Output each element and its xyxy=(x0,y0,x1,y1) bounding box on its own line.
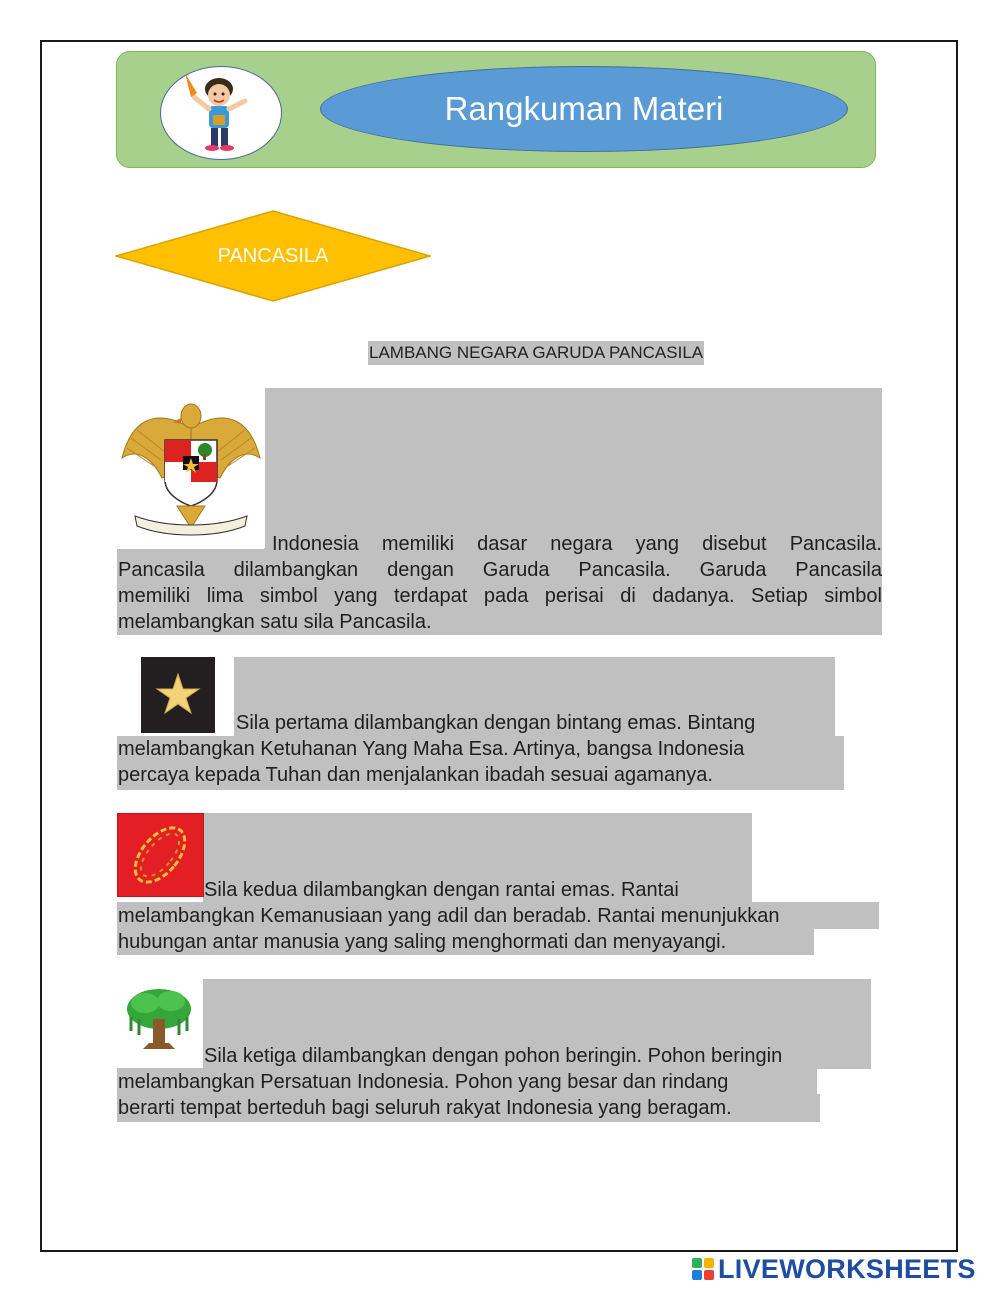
mascot-illustration xyxy=(160,66,282,160)
sila2-line-3: hubungan antar manusia yang saling menghormati dan menyayangi. xyxy=(118,931,727,953)
sila2-line-2: melambangkan Kemanusiaan yang adil dan beradab. Rantai menunjukkan xyxy=(118,905,780,927)
sila1-line-2: melambangkan Ketuhanan Yang Maha Esa. Artinya, bangsa Indonesia xyxy=(118,738,745,760)
star-symbol-frame xyxy=(117,657,234,733)
page-title-pill xyxy=(320,66,848,152)
intro-line-1: Indonesia memiliki dasar negara yang disebut Pancasila. xyxy=(272,533,882,555)
topic-label-wrap xyxy=(115,210,431,302)
brand-name: LIVEWORKSHEETS xyxy=(718,1253,976,1284)
intro-line-3: memiliki lima simbol yang terdapat pada perisai di dadanya. Setiap simbol xyxy=(118,585,882,607)
sila1-line-3: percaya kepada Tuhan dan menjalankan ibadah sesuai agamanya. xyxy=(118,764,713,786)
sila3-line-3: berarti tempat berteduh bagi seluruh rakyat Indonesia yang beragam. xyxy=(118,1097,732,1119)
banyan-tree-icon xyxy=(117,979,203,1061)
liveworksheets-grid-icon xyxy=(692,1258,714,1280)
highlight-bg xyxy=(264,388,882,552)
sila3-line-1: Sila ketiga dilambangkan dengan pohon beringin. Pohon beringin xyxy=(204,1045,783,1067)
intro-line-2: Pancasila dilambangkan dengan Garuda Pancasila. Garuda Pancasila xyxy=(118,559,882,581)
topic-label: PANCASILA xyxy=(217,244,329,267)
garuda-emblem xyxy=(117,388,265,548)
intro-line-4: melambangkan satu sila Pancasila. xyxy=(118,611,432,633)
banyan-symbol-frame xyxy=(117,979,203,1061)
sila1-line-1: Sila pertama dilambangkan dengan bintang emas. Bintang xyxy=(236,712,756,734)
page-title: Rangkuman Materi xyxy=(444,90,724,127)
sila2-line-1: Sila kedua dilambangkan dengan rantai emas. Rantai xyxy=(204,879,679,901)
sila3-line-2: melambangkan Persatuan Indonesia. Pohon yang besar dan rindang xyxy=(118,1071,729,1093)
liveworksheets-logo[interactable] xyxy=(692,1254,976,1284)
chain-symbol-frame xyxy=(117,813,204,897)
section-subtitle: LAMBANG NEGARA GARUDA PANCASILA xyxy=(368,341,704,365)
